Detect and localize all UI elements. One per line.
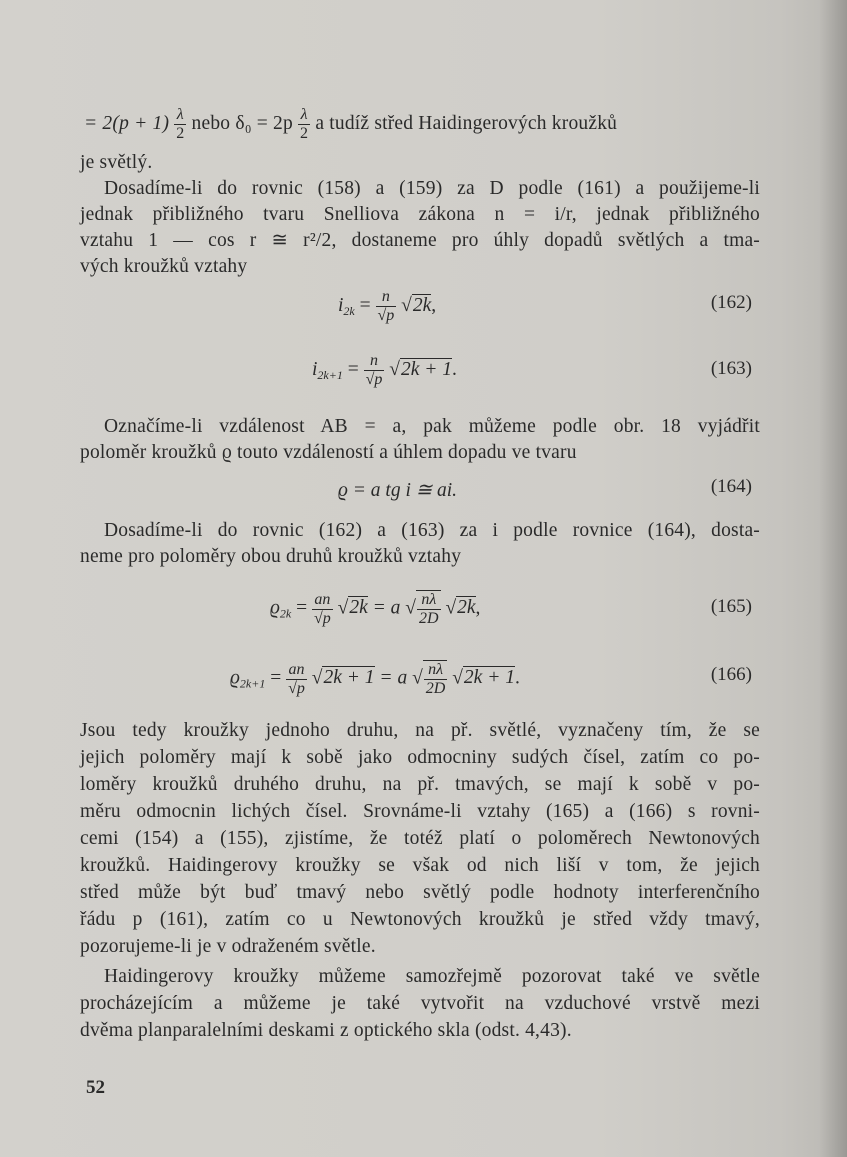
fraction-lambda-half-2: $\frac{\lambda}{2}$ <box>300 106 309 142</box>
equation-166: $ϱ_{2k+1}$ = $\frac{an}{√p}$ √2k + 1 = a √ $\frac{n\lambda}{2D}$ √2k + 1. <box>230 660 520 697</box>
text-line-7: poloměr kroužků ϱ touto vzdáleností a úhlem dopadu ve tvaru <box>80 442 577 463</box>
formula-tail: a tudíž střed Haidingerových kroužků <box>315 112 618 134</box>
formula-mid: nebo δ₀ = 2p <box>191 112 293 134</box>
text-line-13: měru odmocnin lichých čísel. Srovnáme-li vztahy (165) a (166) s rovni- <box>80 801 760 822</box>
text-line-19: Haidingerovy kroužky můžeme samozřejmě pozorovat také ve světle <box>104 966 760 987</box>
equation-163: $i_{2k+1}$ = $\frac{n}{√p}$ √2k + 1. <box>312 352 457 388</box>
text-line-4: vztahu 1 — cos r ≅ r²/2, dostaneme pro úhly dopadů světlých a tma- <box>80 230 760 251</box>
equation-number-166: (166) <box>710 664 752 685</box>
text-line-12: loměry kroužků druhého druhu, na př. tmavých, se mají k sobě v po- <box>80 774 760 795</box>
equation-165: $ϱ_{2k}$ = $\frac{an}{√p}$ √2k = a √ $\frac{n\lambda}{2D}$ √2k, <box>270 590 481 627</box>
equation-number-162: (162) <box>710 292 752 313</box>
page-spine-shadow <box>819 0 847 1157</box>
text-line-1: je světlý. <box>80 152 153 173</box>
equation-164: ϱ = a tg i ≅ ai. <box>338 480 458 501</box>
formula-lead: = 2(p + 1) <box>84 112 170 134</box>
text-line-18: pozorujeme-li je v odraženém světle. <box>80 936 376 957</box>
equation-number-164: (164) <box>710 476 752 497</box>
text-line-21: dvěma planparalelními deskami z optického skla (odst. 4,43). <box>80 1020 572 1041</box>
text-line-15: kroužků. Haidingerovy kroužky se však od nich liší v tom, že jejich <box>80 855 760 876</box>
text-line-9: neme pro poloměry obou druhů kroužků vztahy <box>80 546 462 567</box>
text-line-2: Dosadíme-li do rovnic (158) a (159) za D podle (161) a použijeme-li <box>104 178 760 199</box>
equation-number-165: (165) <box>710 596 752 617</box>
text-line-6: Označíme-li vzdálenost AB = a, pak můžeme podle obr. 18 vyjádřit <box>104 416 760 437</box>
text-line-17: řádu p (161), zatím co u Newtonových kroužků je střed vždy tmavý, <box>80 909 760 930</box>
equation-162: $i_{2k}$ = $\frac{n}{√p}$ √2k, <box>338 288 437 324</box>
top-formula-line <box>84 106 760 143</box>
text-line-8: Dosadíme-li do rovnic (162) a (163) za i podle rovnice (164), dosta- <box>104 520 760 541</box>
equation-number-163: (163) <box>710 358 752 379</box>
text-line-3: jednak přibližného tvaru Snelliova zákona n = i/r, jednak přibližného <box>80 204 760 225</box>
text-line-16: střed může být buď tmavý nebo světlý podle hodnoty interferenčního <box>80 882 760 903</box>
text-line-14: cemi (154) a (155), zjistíme, že totéž platí o poloměrech Newtonových <box>80 828 760 849</box>
fraction-lambda-half-1: $\frac{\lambda}{2}$ <box>176 106 185 142</box>
text-line-11: jejich poloměry mají k sobě jako odmocniny sudých čísel, zatím co po- <box>80 747 760 768</box>
page-number: 52 <box>86 1077 105 1098</box>
text-line-5: vých kroužků vztahy <box>80 256 248 277</box>
text-line-10: Jsou tedy kroužky jednoho druhu, na př. světlé, vyznačeny tím, že se <box>80 720 760 741</box>
text-line-20: procházejícím a můžeme je také vytvořit na vzduchové vrstvě mezi <box>80 993 760 1014</box>
